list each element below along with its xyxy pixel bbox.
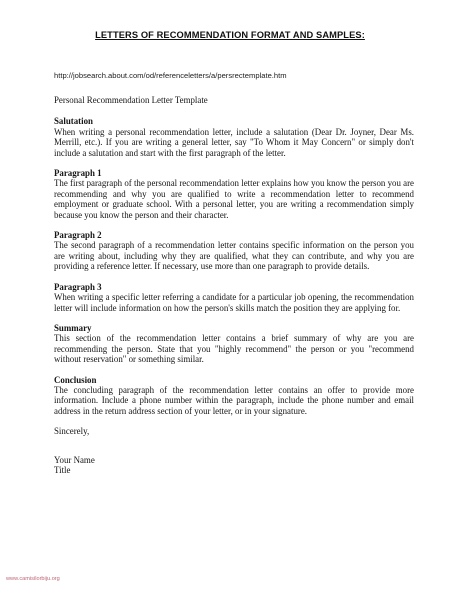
section-text: The second paragraph of a recommendation letter contains specific information on the person you are writing about, including why they are qualified, what they can contribute, and why you are providing a reference letter. If necessary, use more than one paragraph to provide details.: [54, 240, 414, 272]
section-paragraph-2: [54, 230, 414, 272]
section-summary: [54, 323, 414, 365]
section-heading: Paragraph 3: [54, 281, 102, 292]
section-heading: Paragraph 1: [54, 168, 102, 179]
section-heading: Salutation: [54, 116, 93, 127]
closing-line: Sincerely,: [54, 426, 90, 437]
section-text: The concluding paragraph of the recommendation letter contains an offer to provide more information. Include a phone number within the paragraph, include the phone number and email address in the return address section of your letter, or in your signature.: [54, 384, 414, 416]
signature-title: Title: [54, 464, 71, 475]
section-text: This section of the recommendation letter contains a brief summary of why are you are recommending the person. State that you "highly recommend" the person or you "recommend without reservation" or something similar.: [54, 333, 414, 365]
template-heading: Personal Recommendation Letter Template: [54, 95, 208, 105]
section-heading: Paragraph 2: [54, 230, 102, 241]
section-text: When writing a specific letter referring a candidate for a particular job opening, the recommendation letter will include information on how the person's skills match the position they are applying for.: [54, 292, 414, 313]
section-paragraph-3: [54, 282, 414, 313]
section-conclusion: [54, 375, 414, 417]
section-heading: Conclusion: [54, 374, 97, 385]
source-url: http://jobsearch.about.com/od/referenceletters/a/persrectemplate.htm: [54, 71, 287, 80]
section-paragraph-1: [54, 168, 414, 220]
section-text: The first paragraph of the personal recommendation letter explains how you know the person you are recommending and why you are qualified to write a recommendation letter to recommend employment or graduate school. With a personal letter, you are writing a recommendation simply because you know the person and their character.: [54, 178, 414, 220]
watermark-text: www.camisilorbiju.org: [6, 576, 60, 582]
letter-template-body: [54, 95, 414, 475]
section-salutation: [54, 116, 414, 158]
section-heading: Summary: [54, 322, 92, 333]
section-text: When writing a personal recommendation letter, include a salutation (Dear Dr. Joyner, Dear Ms. Merrill, etc.). If you are writing a general letter, say "To Whom it May Concern" or simply don't include a salutation and start with the first paragraph of the letter.: [54, 126, 414, 158]
signature-name: Your Name: [54, 454, 95, 465]
document-title: LETTERS OF RECOMMENDATION FORMAT AND SAMPLES:: [95, 30, 365, 40]
